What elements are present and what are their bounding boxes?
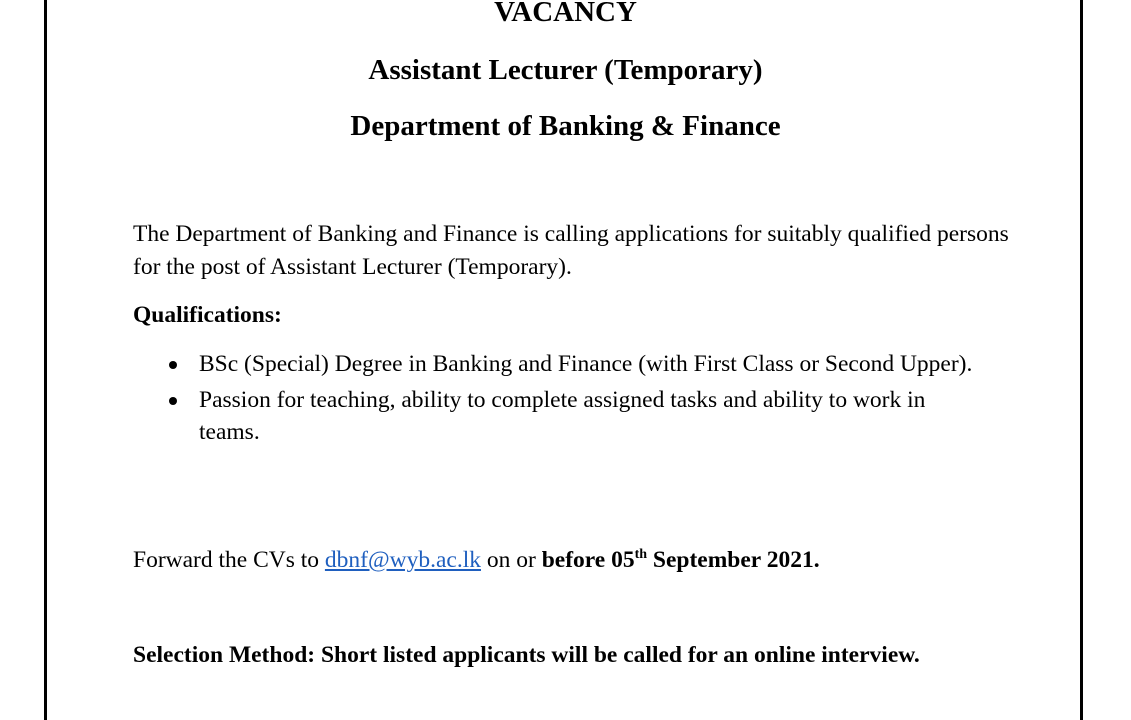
qualification-text: Passion for teaching, ability to complete assigned tasks and ability to work in teams. <box>199 387 926 445</box>
deadline-suffix: September 2021. <box>647 547 820 573</box>
bullet-icon <box>169 361 177 369</box>
position-title: Assistant Lecturer (Temporary) <box>368 54 763 86</box>
selection-method: Selection Method: Short listed applicants will be called for an online interview. <box>133 642 920 668</box>
qualifications-list <box>133 348 1013 452</box>
email-link[interactable]: dbnf@wyb.ac.lk <box>324 547 481 573</box>
qualification-text: BSc (Special) Degree in Banking and Finance (with First Class or Second Upper). <box>199 351 973 377</box>
list-item <box>133 384 979 448</box>
forward-cv-line <box>133 544 1033 577</box>
forward-middle: on or <box>480 547 542 573</box>
intro-paragraph: The Department of Banking and Finance is calling applications for suitably qualified persons for the post of Assistant Lecturer (Temporary). <box>133 221 1009 280</box>
forward-prefix: Forward the CVs to <box>133 547 325 573</box>
deadline-prefix: before 05 <box>541 547 635 573</box>
department-title: Department of Banking & Finance <box>350 110 781 142</box>
vacancy-title: VACANCY <box>494 0 637 28</box>
bullet-icon <box>169 397 177 405</box>
deadline-ordinal: th <box>634 547 648 562</box>
list-item <box>133 348 979 380</box>
deadline <box>542 547 820 573</box>
qualifications-heading: Qualifications: <box>133 302 282 328</box>
